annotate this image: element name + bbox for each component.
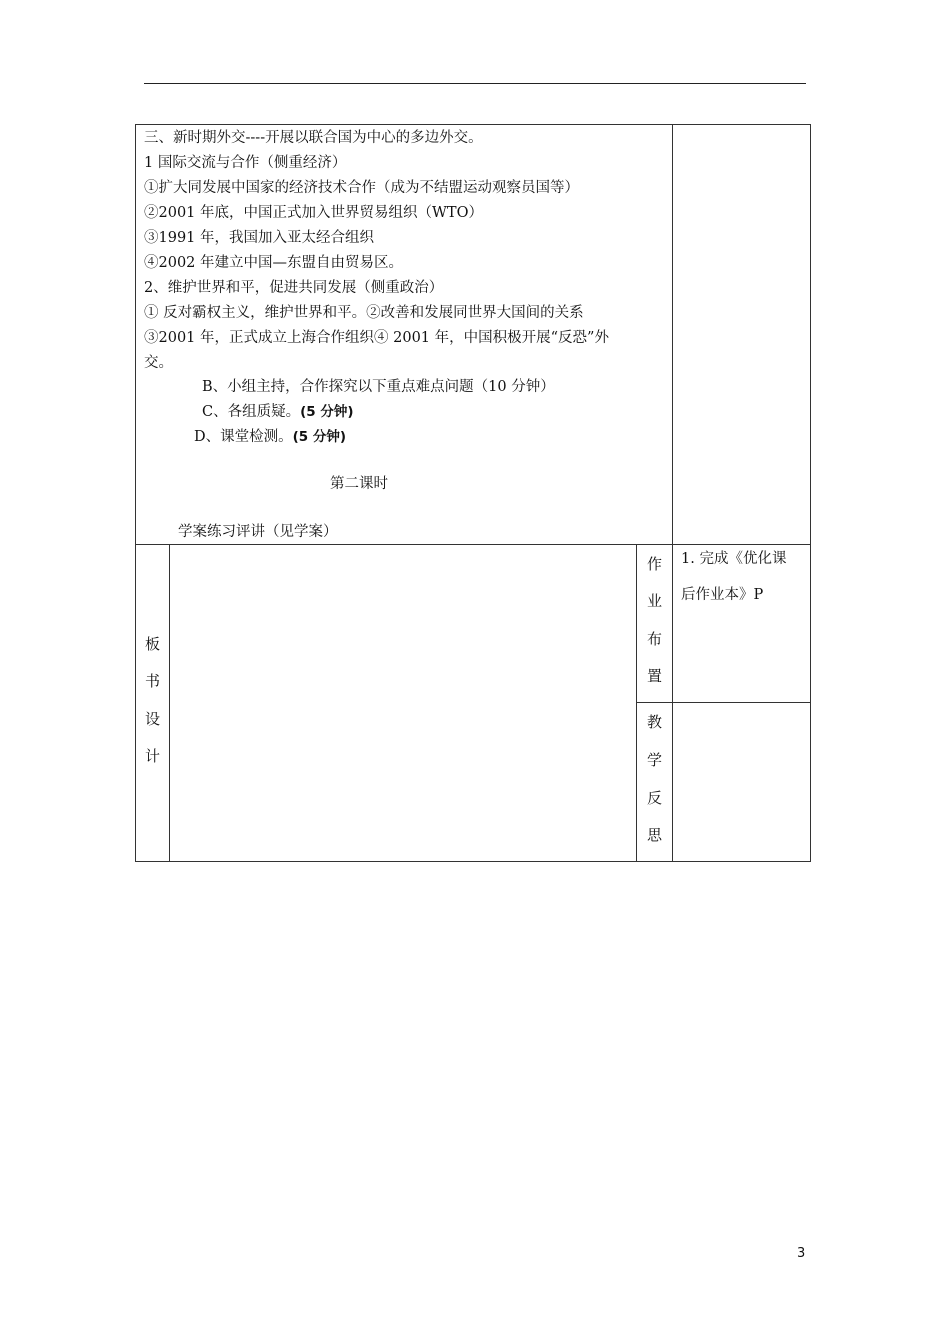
reflection-label-cell — [636, 702, 673, 862]
text-line: ②2001 年底，中国正式加入世界贸易组织（WTO） — [144, 205, 483, 221]
step-d-time: (5 分钟) — [292, 429, 347, 445]
text-line: 2、维护世界和平，促进共同发展（侧重政治） — [144, 280, 444, 296]
homework-label-char: 置 — [647, 667, 663, 685]
step-c-time: (5 分钟) — [300, 404, 354, 420]
step-d-text: D、课堂检测。 — [194, 429, 293, 445]
reflection-content-cell — [672, 702, 811, 862]
board-design-label-char: 计 — [145, 747, 161, 765]
text-line: ① 反对霸权主义，维护世界和平。②改善和发展同世界大国间的关系 — [144, 305, 584, 321]
text-line: ①扩大同发展中国家的经济技术合作（成为不结盟运动观察员国等） — [144, 180, 579, 196]
second-lesson-title: 第二课时 — [330, 476, 388, 492]
homework-line: 1. 完成《优化课 — [681, 551, 787, 567]
text-line: ③1991 年，我国加入亚太经合组织 — [144, 230, 375, 246]
page-number: 3 — [797, 1246, 806, 1261]
board-design-label-cell — [135, 544, 170, 862]
review-text: 学案练习评讲（见学案） — [178, 524, 338, 540]
main-content-cell — [135, 124, 673, 545]
homework-line: 后作业本》P — [681, 587, 764, 603]
reflection-label-char: 反 — [647, 789, 663, 807]
upper-side-cell — [672, 124, 811, 545]
step-c — [202, 402, 354, 422]
reflection-label-char: 学 — [647, 751, 663, 769]
homework-label-char: 业 — [647, 592, 663, 610]
board-design-label-char: 设 — [145, 710, 161, 728]
text-line: 三、新时期外交----开展以联合国为中心的多边外交。 — [144, 130, 483, 146]
text-line: 1 国际交流与合作（侧重经济） — [144, 155, 347, 171]
reflection-label-char: 教 — [647, 713, 663, 731]
step-c-text: C、各组质疑。 — [202, 404, 301, 420]
homework-label-char: 布 — [647, 630, 663, 648]
text-line: 交。 — [144, 355, 173, 371]
text-line: ④2002 年建立中国—东盟自由贸易区。 — [144, 255, 404, 271]
board-design-content-cell — [169, 544, 637, 862]
homework-label-char: 作 — [647, 555, 663, 573]
board-design-label-char: 书 — [145, 672, 161, 690]
homework-content-cell — [672, 544, 811, 703]
header-rule — [144, 83, 806, 84]
reflection-label-char: 思 — [647, 826, 663, 844]
step-b: B、小组主持，合作探究以下重点难点问题（10 分钟） — [202, 379, 555, 395]
homework-label-cell — [636, 544, 673, 703]
text-line: ③2001 年，正式成立上海合作组织④ 2001 年，中国积极开展“反恐”外 — [144, 330, 609, 346]
board-design-label-char: 板 — [145, 635, 161, 653]
step-d — [194, 427, 346, 447]
